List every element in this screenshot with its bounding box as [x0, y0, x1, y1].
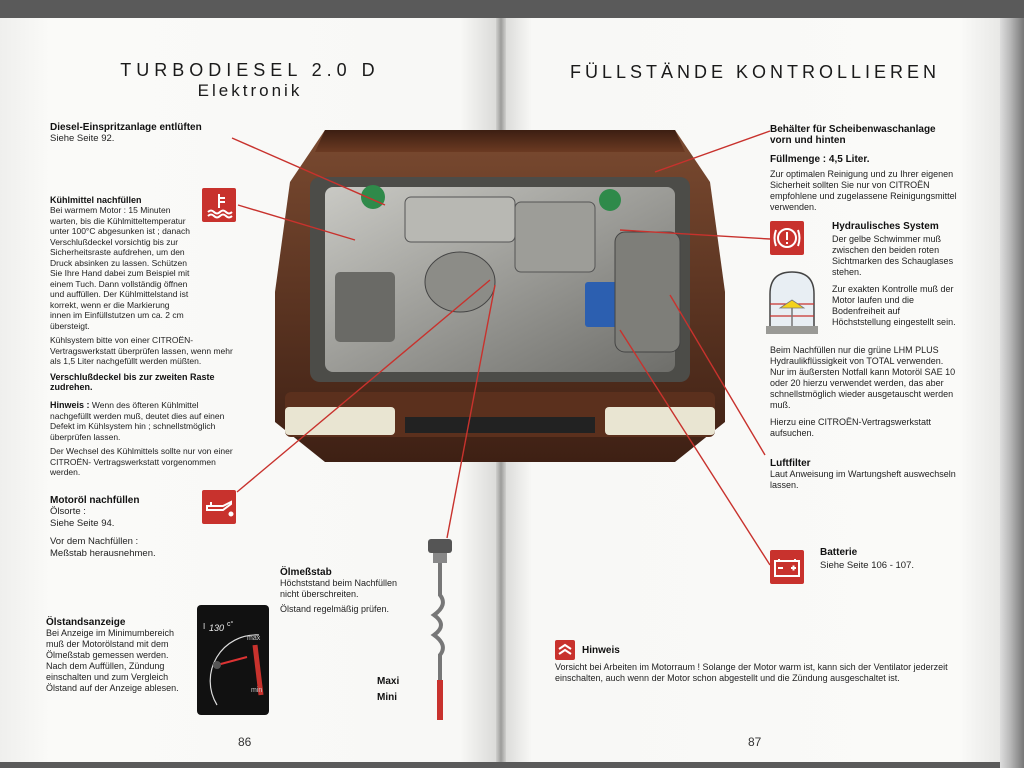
hydraulik-text3: Beim Nachfüllen nur die grüne LHM PLUS Hydraulikflüssigkeit von TOTAL verwenden. Nur im äußersten Notfall kann Motoröl SAE 10 oder 20 hierzu verwendet werden, das aber schnellstmöglich wieder ausgetauscht werden muß. [770, 345, 956, 410]
right-title: FÜLLSTÄNDE KONTROLLIEREN [569, 62, 941, 82]
batterie-text: Siehe Seite 106 - 107. [820, 560, 915, 571]
dipstick-mini: Mini [377, 692, 397, 703]
section-diesel [50, 122, 250, 145]
hinweis-right-text: Vorsicht bei Arbeiten im Motorraum ! Solange der Motor warm ist, kann sich der Ventilator jederzeit einschalten, auch wenn der Motor schon abgestellt und die Zündung ausgeschaltet ist. [555, 662, 948, 683]
motoroel-line4: Meßstab herausnehmen. [50, 548, 156, 559]
diesel-heading: Diesel-Einspritzanlage entlüften [50, 122, 202, 133]
engine-compartment-illustration [255, 122, 745, 507]
dipstick-maxi: Maxi [377, 676, 400, 687]
title-line2: Elektronik [197, 81, 303, 100]
batterie-heading: Batterie [820, 547, 858, 558]
motoroel-line3: Vor dem Nachfüllen : [50, 536, 139, 547]
section-hinweis-left [50, 400, 240, 478]
kuehlmittel-text2: Kühlsystem bitte von einer CITROËN-Vertragswerkstatt überprüfen lassen, wenn mehr als 1,5 Liter nachgefüllt werden müßten. [50, 335, 233, 366]
verschluss-heading: Verschlußdeckel bis zur zweiten Raste zudrehen. [50, 372, 215, 392]
gauge-temp: 130 [209, 623, 225, 633]
page-number-left: 86 [238, 735, 252, 749]
kuehlmittel-text1: Bei warmem Motor : 15 Minuten warten, bis die Kühlmitteltemperatur unter 100°C abgesunken ist ; danach Verschlußdeckel vorsichtig bis zur Sicherheitsraste aufdrehen, um den Druck absinken zu lassen. Schützen Sie Ihre Hand dabei zum Beispiel mit einem Tuch. Dann vollständig öffnen und auffüllen. Der Kühlmittelstand ist korrekt, wenn er die Markierung innen im Einfüllstutzen um ca. 2 cm übersteigt. [50, 205, 190, 331]
hydraulik-text1: Der gelbe Schwimmer muß zwischen den beiden roten Sichtmarken des Schauglases stehen. [832, 234, 954, 277]
kuehlmittel-heading: Kühlmittel nachfüllen [50, 195, 142, 205]
diesel-text: Siehe Seite 92. [50, 133, 115, 144]
hydraulik-text2: Zur exakten Kontrolle muß der Motor laufen und die Bodenfreiheit auf Höchststellung eingestellt sein. [832, 284, 956, 327]
section-batterie [820, 547, 950, 572]
motor-oil-icon [202, 490, 236, 524]
motoroel-line2: Siehe Seite 94. [50, 518, 115, 529]
hinweis-left-label: Hinweis : [50, 400, 90, 410]
oelmessstab-heading: Ölmeßstab [280, 567, 332, 578]
section-behaelter [770, 124, 960, 213]
section-oelmessstab [280, 567, 415, 615]
title-line1: TURBODIESEL 2.0 D [120, 60, 380, 80]
oelstand-heading: Ölstandsanzeige [46, 617, 126, 628]
oelstand-text: Bei Anzeige im Minimumbereich muß der Motorölstand mit dem Ölmeßstab gemessen werden. Nach dem Auffüllen, Zündung einschalten und zum Vergleich Ölstand auf der Anzeige ablesen. [46, 628, 179, 693]
hydraulic-warning-icon [770, 221, 804, 255]
gauge-min: min [251, 687, 263, 694]
gauge-unit: c° [227, 621, 234, 628]
citroen-logo-icon [555, 640, 575, 660]
behaelter-fuellmenge: Füllmenge : 4,5 Liter. [770, 154, 870, 165]
section-motoroel [50, 495, 210, 560]
sight-glass-icon [762, 268, 822, 338]
page-number-right: 87 [748, 735, 762, 749]
section-luftfilter [770, 458, 958, 491]
left-title [80, 60, 420, 101]
luftfilter-heading: Luftfilter [770, 458, 811, 469]
dipstick-icon [420, 535, 460, 725]
oelmessstab-text1: Höchststand beim Nachfüllen nicht überschreiten. [280, 578, 398, 599]
section-oelstand [46, 617, 191, 694]
page-edge [1000, 18, 1024, 768]
svg-text:I: I [203, 622, 206, 631]
motoroel-line1: Ölsorte : [50, 506, 86, 517]
behaelter-heading: Behälter für Scheibenwaschanlage vorn und hinten [770, 124, 936, 146]
section-verschluss [50, 372, 240, 392]
battery-icon [770, 550, 804, 584]
coolant-icon [202, 188, 236, 222]
hinweis-left-text1: Wenn des öfteren Kühlmittel nachgefüllt werden muß, deutet dies auf einen Defekt im Kühlsystem hin ; schnellstmöglich überprüfen lassen. [50, 400, 225, 442]
gauge-max: max [247, 635, 261, 642]
behaelter-text: Zur optimalen Reinigung und zu Ihrer eigenen Sicherheit sollten Sie nur von CITROËN empfohlene und zugelassene Reinigungsmittel verwenden. [770, 169, 957, 212]
section-hydraulik [832, 221, 957, 328]
hinweis-left-text2: Der Wechsel des Kühlmittels sollte nur von einer CITROËN- Vertragswerkstatt vorgenommen werden. [50, 446, 233, 477]
oelmessstab-text2: Ölstand regelmäßig prüfen. [280, 604, 390, 614]
luftfilter-text: Laut Anweisung im Wartungsheft auswechseln lassen. [770, 469, 956, 490]
oil-gauge-icon [197, 605, 269, 715]
motoroel-heading: Motoröl nachfüllen [50, 495, 140, 506]
hinweis-right-heading: Hinweis [582, 645, 620, 656]
hydraulik-heading: Hydraulisches System [832, 221, 939, 232]
section-hydraulik-more [770, 345, 958, 439]
hydraulik-text4: Hierzu eine CITROËN-Vertragswerkstatt aufsuchen. [770, 417, 932, 438]
